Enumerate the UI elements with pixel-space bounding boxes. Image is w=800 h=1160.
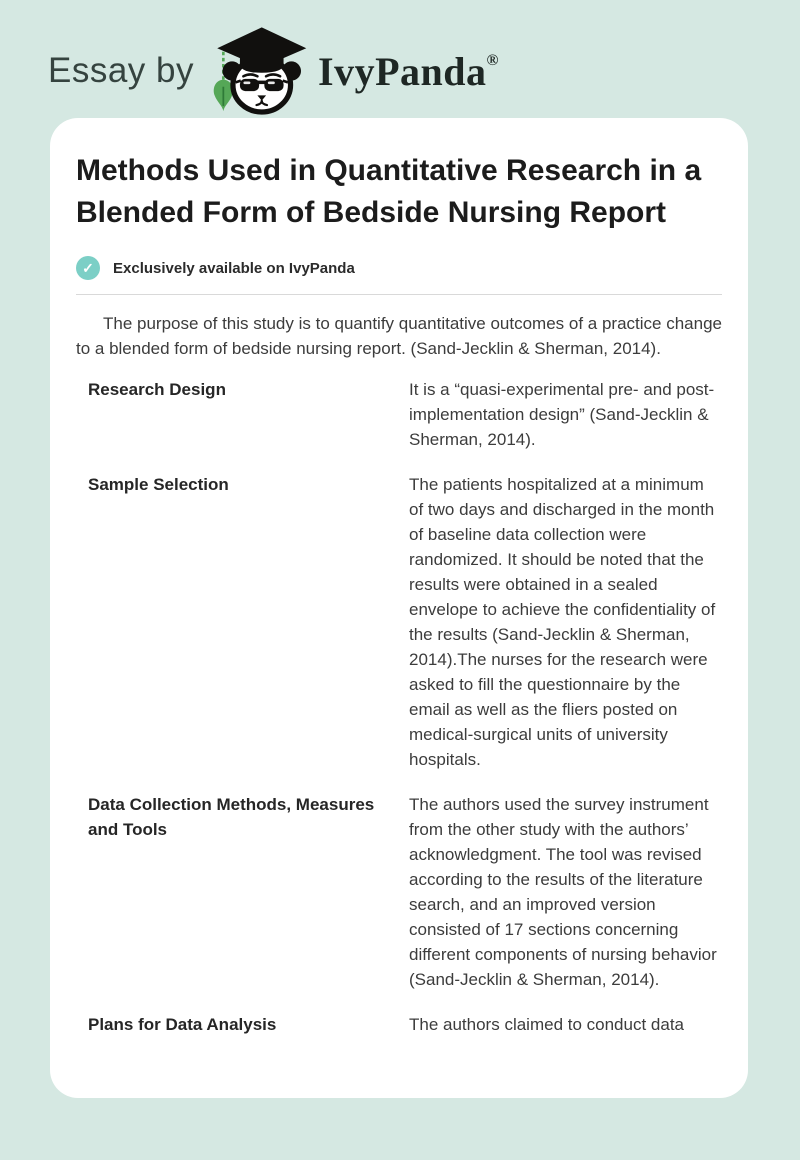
brand-wordmark: IvyPanda® xyxy=(318,48,499,94)
site-header xyxy=(0,0,800,118)
exclusive-badge xyxy=(76,256,722,280)
row-label: Plans for Data Analysis xyxy=(88,1015,277,1034)
table-row xyxy=(88,472,722,772)
row-text: The authors used the survey instrument from the other study with the authors’ acknowledgment. The tool was revised according to the results of the literature search, and an improved version consisted of 17 sections concerning different components of nursing behavior (Sand-Jecklin & Sherman, 2014). xyxy=(409,795,717,989)
row-text: The patients hospitalized at a minimum of two days and discharged in the month of baseline data collection were randomized. It should be noted that the results were obtained in a sealed envelope to achieve the confidentiality of the results (Sand-Jecklin & Sherman, 2014).The nurses for the research were asked to fill the questionnaire by the email as well as the fliers posted on medical-surgical units of university hospitals. xyxy=(409,475,716,769)
row-label: Research Design xyxy=(88,380,226,399)
ivypanda-panda-logo-icon xyxy=(212,25,308,117)
registered-trademark: ® xyxy=(486,51,499,69)
table-row xyxy=(88,1012,722,1037)
row-text: It is a “quasi-experimental pre- and post-implementation design” (Sand-Jecklin & Sherman, 2014). xyxy=(409,380,715,449)
row-label: Data Collection Methods, Measures and Tools xyxy=(88,795,375,839)
row-text: The authors claimed to conduct data xyxy=(409,1015,684,1034)
exclusive-badge-label: Exclusively available on IvyPanda xyxy=(113,259,355,277)
essay-card xyxy=(50,118,748,1098)
row-label: Sample Selection xyxy=(88,475,229,494)
check-icon: ✓ xyxy=(76,256,100,280)
essay-by-label: Essay by xyxy=(48,51,194,90)
intro-paragraph: The purpose of this study is to quantify quantitative outcomes of a practice change to a blended form of bedside nursing report. (Sand-Jecklin & Sherman, 2014). xyxy=(76,314,722,358)
table-row xyxy=(88,377,722,452)
divider xyxy=(76,294,722,295)
page-title: Methods Used in Quantitative Research in a Blended Form of Bedside Nursing Report xyxy=(76,154,702,229)
methods-table xyxy=(76,377,722,1037)
table-row xyxy=(88,792,722,992)
